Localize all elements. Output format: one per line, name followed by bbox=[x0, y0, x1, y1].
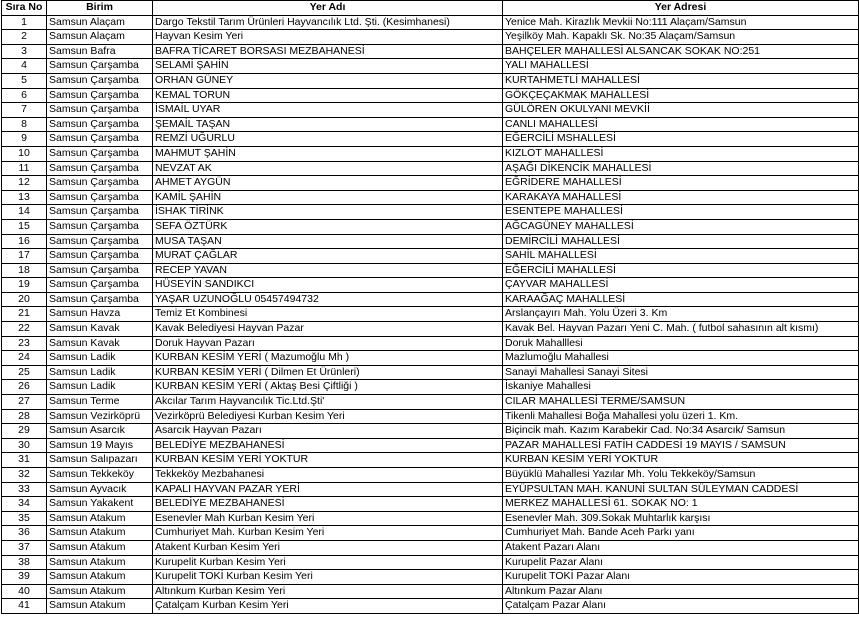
cell-place: REMZİ UĞURLU bbox=[153, 132, 503, 147]
cell-no: 18 bbox=[2, 263, 47, 278]
cell-address: KIZLOT MAHALLESİ bbox=[503, 146, 859, 161]
cell-address: EYÜPSULTAN MAH. KANUNİ SULTAN SÜLEYMAN CADDESİ bbox=[503, 482, 859, 497]
cell-no: 25 bbox=[2, 365, 47, 380]
cell-place: YAŞAR UZUNOĞLU 05457494732 bbox=[153, 292, 503, 307]
cell-address: Biçincik mah. Kazım Karabekir Cad. No:34 Asarcık/ Samsun bbox=[503, 424, 859, 439]
table-row bbox=[2, 351, 859, 366]
cell-address: CANLI MAHALLESİ bbox=[503, 117, 859, 132]
cell-no: 22 bbox=[2, 322, 47, 337]
table-row bbox=[2, 190, 859, 205]
cell-unit: Samsun Vezirköprü bbox=[47, 409, 153, 424]
cell-address: Kurupelit TOKİ Pazar Alanı bbox=[503, 570, 859, 585]
cell-place: Kurupelit Kurban Kesim Yeri bbox=[153, 555, 503, 570]
cell-address: EĞERCİLİ MAHALLESİ bbox=[503, 263, 859, 278]
cell-place: İSMAİL UYAR bbox=[153, 103, 503, 118]
cell-no: 38 bbox=[2, 555, 47, 570]
table-row bbox=[2, 146, 859, 161]
cell-place: Tekkeköy Mezbahanesi bbox=[153, 468, 503, 483]
cell-no: 6 bbox=[2, 88, 47, 103]
cell-unit: Samsun Çarşamba bbox=[47, 190, 153, 205]
cell-no: 21 bbox=[2, 307, 47, 322]
table-row bbox=[2, 336, 859, 351]
cell-unit: Samsun Salıpazarı bbox=[47, 453, 153, 468]
cell-unit: Samsun Çarşamba bbox=[47, 176, 153, 191]
cell-address: Büyüklü Mahallesi Yazılar Mh. Yolu Tekkeköy/Samsun bbox=[503, 468, 859, 483]
cell-place: MURAT ÇAĞLAR bbox=[153, 249, 503, 264]
cell-place: Doruk Hayvan Pazarı bbox=[153, 336, 503, 351]
cell-unit: Samsun Ladik bbox=[47, 380, 153, 395]
cell-unit: Samsun Çarşamba bbox=[47, 278, 153, 293]
cell-place: SELAMİ ŞAHİN bbox=[153, 59, 503, 74]
table-row bbox=[2, 30, 859, 45]
cell-place: KURBAN KESİM YERİ ( Mazumoğlu Mh ) bbox=[153, 351, 503, 366]
cell-place: KURBAN KESİM YERİ YOKTUR bbox=[153, 453, 503, 468]
table-row bbox=[2, 307, 859, 322]
table-row bbox=[2, 438, 859, 453]
cell-address: Atakent Pazarı Alanı bbox=[503, 540, 859, 555]
cell-unit: Samsun Çarşamba bbox=[47, 103, 153, 118]
cell-address: Yenice Mah. Kirazlık Mevkii No:111 Alaçam/Samsun bbox=[503, 15, 859, 30]
cell-unit: Samsun Çarşamba bbox=[47, 117, 153, 132]
cell-no: 24 bbox=[2, 351, 47, 366]
cell-address: KURBAN KESİM YERİ YOKTUR bbox=[503, 453, 859, 468]
cell-address: KARAAĞAÇ MAHALLESİ bbox=[503, 292, 859, 307]
cell-place: BELEDİYE MEZBAHANESİ bbox=[153, 438, 503, 453]
cell-address: Yeşilköy Mah. Kapaklı Sk. No:35 Alaçam/Samsun bbox=[503, 30, 859, 45]
cell-unit: Samsun Çarşamba bbox=[47, 219, 153, 234]
cell-address: Esenevler Mah. 309.Sokak Muhtarlık karşısı bbox=[503, 511, 859, 526]
cell-unit: Samsun Bafra bbox=[47, 44, 153, 59]
cell-no: 27 bbox=[2, 395, 47, 410]
header-row bbox=[2, 1, 859, 16]
cell-no: 3 bbox=[2, 44, 47, 59]
table-row bbox=[2, 103, 859, 118]
cell-unit: Samsun Asarcık bbox=[47, 424, 153, 439]
cell-place: ŞEMAİL TAŞAN bbox=[153, 117, 503, 132]
table-row bbox=[2, 395, 859, 410]
cell-no: 15 bbox=[2, 219, 47, 234]
cell-no: 10 bbox=[2, 146, 47, 161]
cell-unit: Samsun 19 Mayıs bbox=[47, 438, 153, 453]
cell-no: 40 bbox=[2, 584, 47, 599]
cell-address: KARAKAYA MAHALLESİ bbox=[503, 190, 859, 205]
cell-place: KEMAL TORUN bbox=[153, 88, 503, 103]
cell-place: Hayvan Kesim Yeri bbox=[153, 30, 503, 45]
table-row bbox=[2, 540, 859, 555]
cell-no: 34 bbox=[2, 497, 47, 512]
cell-no: 29 bbox=[2, 424, 47, 439]
cell-unit: Samsun Ladik bbox=[47, 365, 153, 380]
cell-address: YALI MAHALLESİ bbox=[503, 59, 859, 74]
cell-place: HÜSEYİN SANDIKCI bbox=[153, 278, 503, 293]
cell-no: 17 bbox=[2, 249, 47, 264]
cell-unit: Samsun Çarşamba bbox=[47, 292, 153, 307]
header-no: Sıra No bbox=[2, 1, 47, 16]
cell-no: 31 bbox=[2, 453, 47, 468]
cell-no: 8 bbox=[2, 117, 47, 132]
header-address: Yer Adresi bbox=[503, 1, 859, 16]
cell-no: 11 bbox=[2, 161, 47, 176]
table-row bbox=[2, 278, 859, 293]
cell-no: 12 bbox=[2, 176, 47, 191]
table-row bbox=[2, 15, 859, 30]
cell-unit: Samsun Çarşamba bbox=[47, 263, 153, 278]
cell-place: AHMET AYGÜN bbox=[153, 176, 503, 191]
cell-no: 7 bbox=[2, 103, 47, 118]
cell-place: Çatalçam Kurban Kesim Yeri bbox=[153, 599, 503, 614]
cell-unit: Samsun Atakum bbox=[47, 584, 153, 599]
cell-unit: Samsun Terme bbox=[47, 395, 153, 410]
cell-unit: Samsun Çarşamba bbox=[47, 146, 153, 161]
cell-unit: Samsun Tekkeköy bbox=[47, 468, 153, 483]
cell-no: 39 bbox=[2, 570, 47, 585]
cell-no: 37 bbox=[2, 540, 47, 555]
cell-address: SAHİL MAHALLESİ bbox=[503, 249, 859, 264]
slaughter-places-table bbox=[1, 0, 859, 614]
cell-place: Esenevler Mah Kurban Kesim Yeri bbox=[153, 511, 503, 526]
table-row bbox=[2, 249, 859, 264]
cell-unit: Samsun Çarşamba bbox=[47, 132, 153, 147]
cell-unit: Samsun Yakakent bbox=[47, 497, 153, 512]
cell-unit: Samsun Çarşamba bbox=[47, 234, 153, 249]
cell-unit: Samsun Çarşamba bbox=[47, 205, 153, 220]
cell-place: KAMİL ŞAHİN bbox=[153, 190, 503, 205]
cell-unit: Samsun Çarşamba bbox=[47, 73, 153, 88]
cell-address: EĞRİDERE MAHALLESİ bbox=[503, 176, 859, 191]
table-row bbox=[2, 409, 859, 424]
table-row bbox=[2, 468, 859, 483]
cell-place: BAFRA TİCARET BORSASI MEZBAHANESİ bbox=[153, 44, 503, 59]
table-row bbox=[2, 59, 859, 74]
cell-unit: Samsun Atakum bbox=[47, 511, 153, 526]
table-row bbox=[2, 88, 859, 103]
cell-address: GÖKÇEÇAKMAK MAHALLESİ bbox=[503, 88, 859, 103]
cell-address: Kavak Bel. Hayvan Pazarı Yeni C. Mah. ( futbol sahasının alt kısmı) bbox=[503, 322, 859, 337]
cell-address: Sanayi Mahallesi Sanayi Sitesi bbox=[503, 365, 859, 380]
cell-address: Tikenli Mahallesi Boğa Mahallesi yolu üzeri 1. Km. bbox=[503, 409, 859, 424]
cell-address: Doruk Mahalllesi bbox=[503, 336, 859, 351]
cell-address: Çatalçam Pazar Alanı bbox=[503, 599, 859, 614]
table-header bbox=[2, 1, 859, 16]
cell-no: 9 bbox=[2, 132, 47, 147]
cell-address: Altınkum Pazar Alanı bbox=[503, 584, 859, 599]
cell-unit: Samsun Atakum bbox=[47, 526, 153, 541]
table-row bbox=[2, 511, 859, 526]
cell-address: MERKEZ MAHALLESİ 61. SOKAK NO: 1 bbox=[503, 497, 859, 512]
cell-address: DEMİRCİLİ MAHALLESİ bbox=[503, 234, 859, 249]
cell-no: 13 bbox=[2, 190, 47, 205]
cell-no: 19 bbox=[2, 278, 47, 293]
cell-unit: Samsun Çarşamba bbox=[47, 59, 153, 74]
cell-no: 28 bbox=[2, 409, 47, 424]
header-unit: Birim bbox=[47, 1, 153, 16]
table-row bbox=[2, 117, 859, 132]
table-row bbox=[2, 44, 859, 59]
cell-place: BELEDİYE MEZBAHANESİ bbox=[153, 497, 503, 512]
cell-address: İskaniye Mahallesi bbox=[503, 380, 859, 395]
table-row bbox=[2, 453, 859, 468]
table-row bbox=[2, 599, 859, 614]
table-row bbox=[2, 292, 859, 307]
cell-place: MUSA TAŞAN bbox=[153, 234, 503, 249]
table-row bbox=[2, 176, 859, 191]
cell-no: 1 bbox=[2, 15, 47, 30]
table-row bbox=[2, 234, 859, 249]
table-row bbox=[2, 570, 859, 585]
cell-place: Altınkum Kurban Kesim Yeri bbox=[153, 584, 503, 599]
table-row bbox=[2, 205, 859, 220]
header-place: Yer Adı bbox=[153, 1, 503, 16]
cell-place: KURBAN KESİM YERİ ( Aktaş Besi Çiftliği ) bbox=[153, 380, 503, 395]
cell-place: KAPALI HAYVAN PAZAR YERİ bbox=[153, 482, 503, 497]
cell-no: 35 bbox=[2, 511, 47, 526]
cell-place: MAHMUT ŞAHİN bbox=[153, 146, 503, 161]
cell-unit: Samsun Atakum bbox=[47, 555, 153, 570]
cell-address: Mazlumoğlu Mahallesi bbox=[503, 351, 859, 366]
cell-place: NEVZAT AK bbox=[153, 161, 503, 176]
cell-unit: Samsun Alaçam bbox=[47, 15, 153, 30]
cell-address: EĞERCİLİ MSHALLESİ bbox=[503, 132, 859, 147]
cell-unit: Samsun Ayvacık bbox=[47, 482, 153, 497]
cell-unit: Samsun Kavak bbox=[47, 336, 153, 351]
table-row bbox=[2, 424, 859, 439]
cell-no: 36 bbox=[2, 526, 47, 541]
cell-address: GÜLÖREN OKULYANI MEVKİİ bbox=[503, 103, 859, 118]
cell-address: Cumhuriyet Mah. Bande Aceh Parkı yanı bbox=[503, 526, 859, 541]
cell-no: 26 bbox=[2, 380, 47, 395]
cell-place: İSHAK TİRİNK bbox=[153, 205, 503, 220]
table-row bbox=[2, 161, 859, 176]
cell-place: SEFA ÖZTÜRK bbox=[153, 219, 503, 234]
cell-address: CILAR MAHALLESİ TERME/SAMSUN bbox=[503, 395, 859, 410]
cell-place: ORHAN GÜNEY bbox=[153, 73, 503, 88]
table-row bbox=[2, 322, 859, 337]
cell-unit: Samsun Atakum bbox=[47, 540, 153, 555]
cell-unit: Samsun Havza bbox=[47, 307, 153, 322]
cell-address: AŞAĞI DİKENCİK MAHALLESİ bbox=[503, 161, 859, 176]
cell-unit: Samsun Kavak bbox=[47, 322, 153, 337]
table-row bbox=[2, 380, 859, 395]
cell-unit: Samsun Ladik bbox=[47, 351, 153, 366]
cell-unit: Samsun Çarşamba bbox=[47, 161, 153, 176]
cell-place: Akcılar Tarım Hayvancılık Tic.Ltd.Şti' bbox=[153, 395, 503, 410]
cell-no: 2 bbox=[2, 30, 47, 45]
cell-place: Temiz Et Kombinesi bbox=[153, 307, 503, 322]
table-row bbox=[2, 497, 859, 512]
cell-address: Kurupelit Pazar Alanı bbox=[503, 555, 859, 570]
cell-no: 16 bbox=[2, 234, 47, 249]
table-row bbox=[2, 482, 859, 497]
table-row bbox=[2, 132, 859, 147]
table-row bbox=[2, 365, 859, 380]
cell-place: RECEP YAVAN bbox=[153, 263, 503, 278]
cell-no: 32 bbox=[2, 468, 47, 483]
table-row bbox=[2, 584, 859, 599]
cell-address: AĞCAGÜNEY MAHALLESİ bbox=[503, 219, 859, 234]
table-row bbox=[2, 555, 859, 570]
cell-address: BAHÇELER MAHALLESİ ALSANCAK SOKAK NO:251 bbox=[503, 44, 859, 59]
cell-place: Asarcık Hayvan Pazarı bbox=[153, 424, 503, 439]
cell-place: Vezirköprü Belediyesi Kurban Kesim Yeri bbox=[153, 409, 503, 424]
cell-no: 20 bbox=[2, 292, 47, 307]
cell-no: 4 bbox=[2, 59, 47, 74]
cell-unit: Samsun Alaçam bbox=[47, 30, 153, 45]
cell-address: ÇAYVAR MAHALLESİ bbox=[503, 278, 859, 293]
table-body bbox=[2, 15, 859, 613]
cell-unit: Samsun Çarşamba bbox=[47, 249, 153, 264]
cell-place: Kavak Belediyesi Hayvan Pazar bbox=[153, 322, 503, 337]
cell-no: 41 bbox=[2, 599, 47, 614]
cell-address: KURTAHMETLİ MAHALLESİ bbox=[503, 73, 859, 88]
cell-unit: Samsun Çarşamba bbox=[47, 88, 153, 103]
table-row bbox=[2, 219, 859, 234]
cell-no: 33 bbox=[2, 482, 47, 497]
cell-unit: Samsun Atakum bbox=[47, 599, 153, 614]
cell-place: KURBAN KESİM YERİ ( Dilmen Et Ürünleri) bbox=[153, 365, 503, 380]
cell-place: Cumhuriyet Mah. Kurban Kesim Yeri bbox=[153, 526, 503, 541]
cell-place: Kurupelit TOKİ Kurban Kesim Yeri bbox=[153, 570, 503, 585]
cell-address: Arslançayırı Mah. Yolu Üzeri 3. Km bbox=[503, 307, 859, 322]
cell-address: ESENTEPE MAHALLESİ bbox=[503, 205, 859, 220]
cell-no: 23 bbox=[2, 336, 47, 351]
cell-place: Atakent Kurban Kesim Yeri bbox=[153, 540, 503, 555]
cell-address: PAZAR MAHALLESİ FATİH CADDESİ 19 MAYIS / SAMSUN bbox=[503, 438, 859, 453]
table-row bbox=[2, 526, 859, 541]
table-row bbox=[2, 263, 859, 278]
cell-unit: Samsun Atakum bbox=[47, 570, 153, 585]
cell-no: 30 bbox=[2, 438, 47, 453]
cell-place: Dargo Tekstil Tarım Ürünleri Hayvancılık Ltd. Şti. (Kesimhanesi) bbox=[153, 15, 503, 30]
cell-no: 5 bbox=[2, 73, 47, 88]
table-row bbox=[2, 73, 859, 88]
cell-no: 14 bbox=[2, 205, 47, 220]
